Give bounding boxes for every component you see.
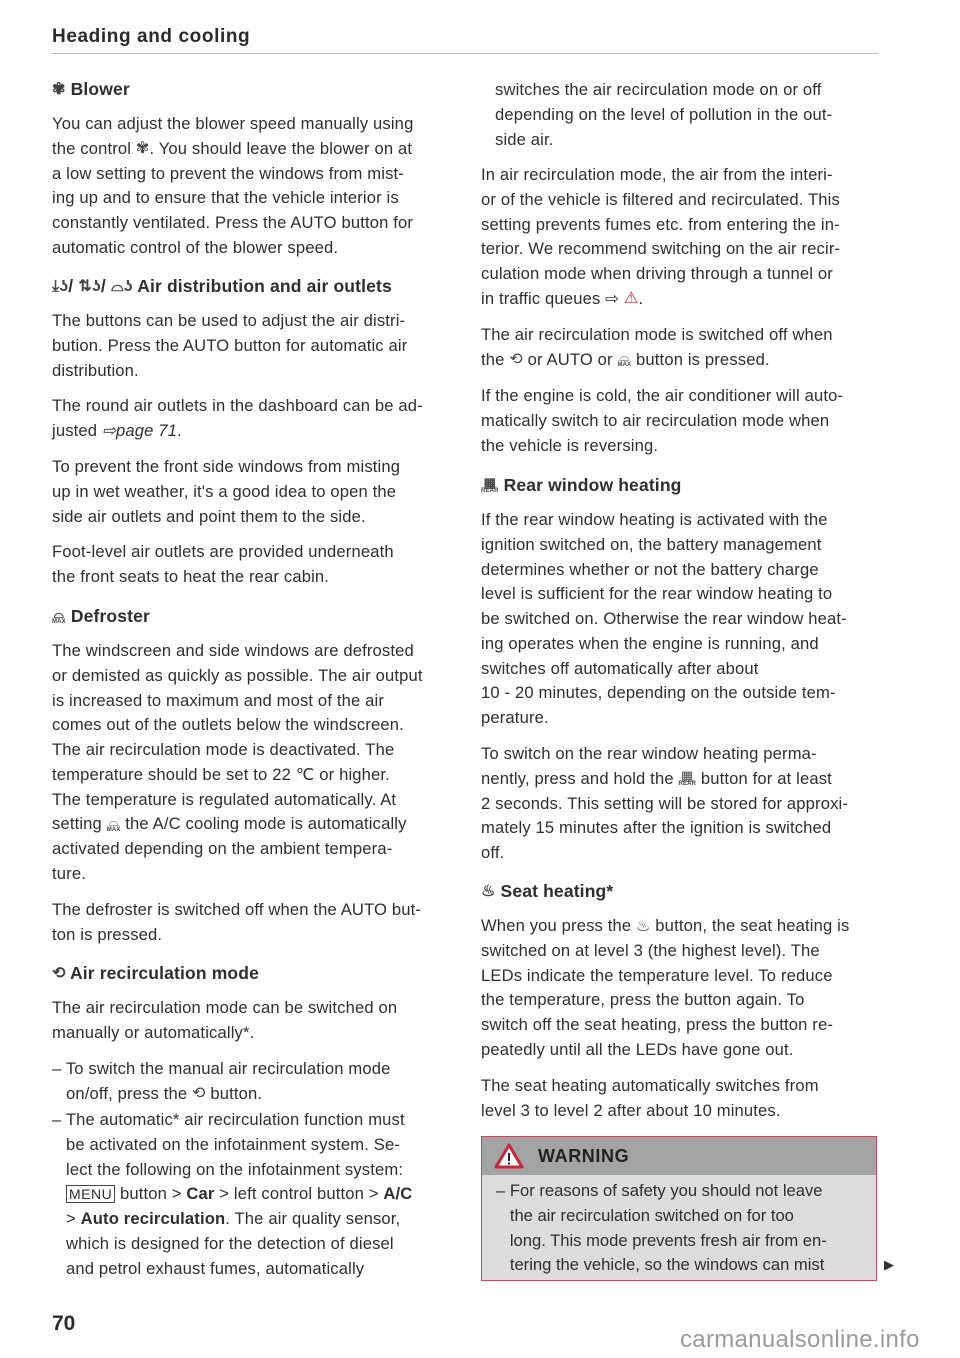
text-line bbox=[52, 689, 452, 714]
text: switched on at level 3 (the highest level). The bbox=[481, 940, 820, 960]
text: 10 - 20 minutes, depending on the outside tem- bbox=[481, 683, 836, 703]
defrost-max-icon: ⌓ MAX bbox=[52, 606, 66, 626]
text: depending on the level of pollution in the out- bbox=[495, 104, 833, 124]
bold-text: Blower bbox=[70, 79, 130, 99]
text-line bbox=[52, 812, 452, 837]
air-distribution-windscreen-icon: ⌓ʖ bbox=[110, 278, 133, 296]
seat-heating-heading bbox=[481, 879, 881, 904]
text: . You should leave the blower on at bbox=[149, 138, 413, 158]
text-line bbox=[481, 213, 881, 238]
air-distribution-down-icon: ⤓ʖ bbox=[52, 278, 69, 296]
text-line bbox=[481, 128, 881, 153]
text-line bbox=[481, 632, 881, 657]
warning-box bbox=[481, 1136, 877, 1281]
text-line bbox=[52, 639, 452, 664]
text-line bbox=[481, 914, 881, 939]
text: If the engine is cold, the air conditioner will auto- bbox=[481, 386, 844, 405]
text-line bbox=[52, 359, 452, 384]
warning-body bbox=[482, 1175, 876, 1278]
text-line bbox=[52, 77, 452, 102]
text: the vehicle is reversing. bbox=[481, 435, 659, 455]
text-line bbox=[52, 419, 452, 444]
paragraph bbox=[481, 323, 881, 373]
text-line bbox=[52, 186, 452, 211]
text-line bbox=[52, 394, 452, 419]
menu-key-label: MENU bbox=[66, 1185, 115, 1203]
text: button, the seat heating is bbox=[650, 916, 850, 935]
text: is increased to maximum and most of the air bbox=[52, 690, 385, 710]
text: ture. bbox=[52, 863, 86, 883]
text-line bbox=[481, 1013, 881, 1038]
bold-text: Car bbox=[186, 1184, 215, 1204]
bold-text: Seat heating* bbox=[500, 881, 614, 901]
text: The air recirculation mode is deactivated. The bbox=[52, 740, 395, 759]
text: setting bbox=[52, 814, 107, 834]
text: The buttons can be used to adjust the air distri- bbox=[52, 311, 406, 330]
text: The temperature is regulated automatically. At bbox=[52, 789, 397, 809]
list-item bbox=[481, 78, 881, 152]
warning-title: WARNING bbox=[538, 1145, 630, 1166]
text: automatic control of the blower speed. bbox=[52, 237, 339, 257]
text: justed bbox=[52, 420, 102, 440]
text-line bbox=[481, 988, 881, 1013]
text: distribution. bbox=[52, 360, 139, 380]
text: manually or automatically*. bbox=[52, 1022, 255, 1042]
text-line bbox=[52, 961, 452, 986]
text: temperature should be set to 22 ℃ or higher. bbox=[52, 764, 390, 784]
text: To switch on the rear window heating perma- bbox=[481, 744, 817, 763]
text: The round air outlets in the dashboard can be ad- bbox=[52, 396, 423, 415]
text-line bbox=[481, 681, 881, 706]
recirculation-icon: ⟲ bbox=[52, 965, 66, 983]
text: matically switch to air recirculation mode when bbox=[481, 410, 830, 430]
continue-arrow-icon: ▶ bbox=[884, 1257, 894, 1272]
text-line bbox=[52, 540, 452, 565]
text: culation mode when driving through a tunnel or bbox=[481, 264, 833, 283]
paragraph bbox=[52, 455, 452, 529]
text-line bbox=[52, 923, 452, 948]
text: level 3 to level 2 after about 10 minutes. bbox=[481, 1100, 781, 1120]
text: If the rear window heating is activated with the bbox=[481, 510, 828, 529]
text: switches the air recirculation mode on or off bbox=[495, 80, 822, 99]
page-header-title: Heading and cooling bbox=[52, 26, 251, 47]
text-line bbox=[481, 1099, 881, 1124]
text: setting prevents fumes etc. from entering the in- bbox=[481, 214, 840, 234]
bold-text: Air recirculation mode bbox=[69, 963, 259, 983]
air-recirculation-heading bbox=[52, 961, 452, 986]
air-distribution-up-down-icon: ⇅ʖ bbox=[78, 278, 101, 296]
text: perature. bbox=[481, 708, 549, 727]
text: The seat heating automatically switches from bbox=[481, 1076, 819, 1095]
text: the temperature, press the button again. To bbox=[481, 990, 805, 1010]
text: activated depending on the ambient tempera- bbox=[52, 839, 393, 858]
text: / bbox=[100, 276, 111, 296]
warning-header bbox=[482, 1137, 876, 1175]
text: which is designed for the detection of diesel bbox=[66, 1233, 394, 1253]
text-line bbox=[52, 1182, 452, 1207]
text-line bbox=[52, 862, 452, 887]
defrost-max-icon: ⌓ MAX bbox=[617, 349, 632, 369]
paragraph bbox=[481, 163, 881, 312]
recirculation-icon: ⟲ bbox=[509, 351, 523, 369]
text-line bbox=[52, 505, 452, 530]
text: – To switch the manual air recirculation mode bbox=[52, 1059, 391, 1078]
text-line bbox=[481, 841, 881, 866]
fan-icon: ✾ bbox=[52, 81, 66, 99]
text-line bbox=[481, 323, 881, 348]
text-line bbox=[52, 211, 452, 236]
text-line bbox=[52, 1257, 452, 1282]
text-line bbox=[52, 763, 452, 788]
text: The windscreen and side windows are defrosted bbox=[52, 641, 414, 660]
paragraph bbox=[52, 309, 452, 383]
text-line bbox=[481, 767, 881, 792]
text-line bbox=[481, 287, 881, 312]
text bbox=[52, 1184, 66, 1203]
text-line bbox=[481, 188, 881, 213]
header-divider bbox=[52, 53, 878, 54]
watermark: carmanualsonline.info bbox=[680, 1326, 920, 1353]
text-line bbox=[481, 657, 881, 682]
paragraph bbox=[481, 1074, 881, 1124]
text: determines whether or not the battery charge bbox=[481, 559, 819, 579]
text-line bbox=[52, 1057, 452, 1082]
warning-line: – For reasons of safety you should not leave bbox=[496, 1181, 823, 1200]
text: the front seats to heat the rear cabin. bbox=[52, 566, 330, 586]
paragraph bbox=[481, 384, 881, 458]
text-line bbox=[481, 348, 881, 373]
warning-triangle-icon bbox=[494, 1143, 524, 1169]
text-line bbox=[52, 1207, 452, 1232]
text-line bbox=[52, 1232, 452, 1257]
text-line bbox=[52, 112, 452, 137]
list-item bbox=[52, 1057, 452, 1107]
bold-text: A/C bbox=[383, 1184, 413, 1204]
paragraph bbox=[52, 112, 452, 261]
text-line bbox=[52, 664, 452, 689]
text-line bbox=[52, 236, 452, 261]
bold-text: Defroster bbox=[70, 606, 150, 626]
text-line bbox=[52, 162, 452, 187]
text: ing operates when the engine is running, and bbox=[481, 633, 819, 653]
text: – The automatic* air recirculation function must bbox=[52, 1110, 405, 1129]
text-line bbox=[481, 558, 881, 583]
text: button > bbox=[115, 1184, 187, 1204]
text: or of the vehicle is filtered and recirculated. This bbox=[481, 189, 840, 209]
text: The defroster is switched off when the AUTO but- bbox=[52, 900, 422, 919]
text-line bbox=[481, 816, 881, 841]
paragraph bbox=[52, 996, 452, 1046]
text: the bbox=[481, 349, 510, 369]
rear-window-heating-icon: ▦ REAR bbox=[481, 475, 499, 495]
paragraph bbox=[481, 508, 881, 731]
text-line bbox=[52, 1158, 452, 1183]
text: 2 seconds. This setting will be stored for approxi- bbox=[481, 793, 849, 813]
text: button for at least bbox=[696, 768, 832, 788]
text: mately 15 minutes after the ignition is switched bbox=[481, 818, 832, 838]
text: . The air quality sensor, bbox=[225, 1209, 401, 1228]
list-item bbox=[52, 1108, 452, 1281]
paragraph bbox=[52, 639, 452, 887]
text: The air recirculation mode can be switched on bbox=[52, 998, 398, 1017]
rear-window-heating-heading bbox=[481, 473, 881, 498]
text: ing up and to ensure that the vehicle interior is bbox=[52, 188, 399, 208]
bold-text: Auto recirculation bbox=[80, 1209, 226, 1228]
paragraph bbox=[481, 742, 881, 866]
text: > bbox=[66, 1209, 81, 1228]
text-line bbox=[481, 1074, 881, 1099]
text-line bbox=[481, 879, 881, 904]
text: up in wet weather, it's a good idea to open the bbox=[52, 481, 397, 501]
paragraph bbox=[52, 540, 452, 590]
text: button. bbox=[205, 1083, 263, 1103]
text-line bbox=[481, 103, 881, 128]
text-line bbox=[481, 706, 881, 731]
text: comes out of the outlets below the windscreen. bbox=[52, 715, 404, 735]
text: You can adjust the blower speed manually using bbox=[52, 114, 414, 133]
text: / bbox=[68, 276, 79, 296]
page-number: 70 bbox=[52, 1312, 76, 1335]
text-line bbox=[481, 607, 881, 632]
seat-heating-icon: ♨ bbox=[636, 917, 651, 935]
text: in traffic queues ⇨ bbox=[481, 288, 624, 308]
text-line bbox=[52, 455, 452, 480]
text: When you press the bbox=[481, 916, 637, 935]
text: be switched on. Otherwise the rear window heat- bbox=[481, 609, 847, 628]
text: the control bbox=[52, 138, 136, 158]
text-line bbox=[481, 262, 881, 287]
text-line bbox=[481, 473, 881, 498]
text: off. bbox=[481, 843, 505, 862]
text-line bbox=[52, 1133, 452, 1158]
paragraph bbox=[52, 898, 452, 948]
text: Foot-level air outlets are provided underneath bbox=[52, 542, 394, 561]
text: side air. bbox=[495, 129, 554, 149]
page-reference-link[interactable]: ⇨page 71 bbox=[101, 420, 178, 440]
text-line bbox=[52, 996, 452, 1021]
paragraph bbox=[52, 394, 452, 444]
text: terior. We recommend switching on the air recir- bbox=[481, 239, 841, 259]
text-line bbox=[52, 898, 452, 923]
warning-line: tering the vehicle, so the windows can mist bbox=[496, 1255, 825, 1275]
text-line bbox=[481, 384, 881, 409]
text-line bbox=[481, 964, 881, 989]
text: level is sufficient for the rear window heating to bbox=[481, 584, 833, 604]
text-line bbox=[52, 480, 452, 505]
text: lect the following on the infotainment system: bbox=[66, 1159, 404, 1179]
text: To prevent the front side windows from misting bbox=[52, 457, 401, 476]
paragraph bbox=[481, 914, 881, 1063]
text: . bbox=[638, 288, 644, 308]
text: In air recirculation mode, the air from the interi- bbox=[481, 165, 833, 184]
text: peatedly until all the LEDs have gone out. bbox=[481, 1039, 794, 1059]
text-line bbox=[52, 837, 452, 862]
recirculation-icon: ⟲ bbox=[192, 1085, 206, 1103]
text-line bbox=[52, 274, 452, 299]
blower-heading bbox=[52, 77, 452, 102]
text: bution. Press the AUTO button for automatic air bbox=[52, 335, 408, 355]
text-line bbox=[481, 237, 881, 262]
text-line bbox=[52, 309, 452, 334]
fan-icon: ✾ bbox=[135, 140, 150, 158]
text-line bbox=[52, 738, 452, 763]
text-line bbox=[481, 792, 881, 817]
text: switches off automatically after about bbox=[481, 658, 759, 678]
text-line bbox=[52, 788, 452, 813]
text: the A/C cooling mode is automatically bbox=[120, 814, 407, 834]
air-distribution-heading bbox=[52, 274, 452, 299]
bold-text: Air distribution and air outlets bbox=[137, 276, 392, 296]
text-line bbox=[481, 508, 881, 533]
text: constantly ventilated. Press the AUTO button for bbox=[52, 213, 414, 232]
text-line bbox=[481, 533, 881, 558]
text-line bbox=[481, 582, 881, 607]
text-line bbox=[481, 163, 881, 188]
text: side air outlets and point them to the side. bbox=[52, 506, 366, 526]
text-line bbox=[52, 1021, 452, 1046]
text-line bbox=[481, 434, 881, 459]
text-line bbox=[481, 742, 881, 767]
warning-line: long. This mode prevents fresh air from en- bbox=[496, 1230, 827, 1250]
text-line bbox=[52, 1108, 452, 1133]
text: and petrol exhaust fumes, automatically bbox=[66, 1258, 365, 1278]
seat-heating-icon: ♨ bbox=[481, 883, 496, 901]
text-line bbox=[52, 713, 452, 738]
text: on/off, press the bbox=[66, 1083, 193, 1103]
text: switch off the seat heating, press the button re- bbox=[481, 1015, 834, 1034]
text: ignition switched on, the battery management bbox=[481, 534, 822, 554]
defrost-max-icon: ⌓ MAX bbox=[106, 813, 121, 833]
text: nently, press and hold the bbox=[481, 768, 679, 788]
text: a low setting to prevent the windows from mist- bbox=[52, 163, 404, 183]
bold-text: Rear window heating bbox=[503, 475, 682, 495]
warning-line: the air recirculation switched on for too bbox=[496, 1205, 794, 1225]
text: > left control button > bbox=[214, 1184, 384, 1204]
text: The air recirculation mode is switched off when bbox=[481, 325, 833, 344]
text: button is pressed. bbox=[631, 349, 770, 369]
text-line bbox=[52, 137, 452, 162]
text-line bbox=[481, 78, 881, 103]
text-line bbox=[52, 565, 452, 590]
text-line bbox=[52, 334, 452, 359]
text: or demisted as quickly as possible. The air output bbox=[52, 665, 423, 685]
defroster-heading bbox=[52, 604, 452, 629]
text-line bbox=[481, 1038, 881, 1063]
warning-icon: ⚠ bbox=[623, 290, 639, 308]
text: be activated on the infotainment system. Se- bbox=[66, 1134, 401, 1154]
text: or AUTO or bbox=[522, 349, 618, 369]
text: ton is pressed. bbox=[52, 924, 163, 944]
text: LEDs indicate the temperature level. To reduce bbox=[481, 965, 833, 985]
text-line bbox=[52, 604, 452, 629]
rear-window-heating-icon: ▦ REAR bbox=[678, 768, 697, 788]
text-line bbox=[52, 1082, 452, 1107]
text-line bbox=[481, 939, 881, 964]
text: . bbox=[177, 420, 182, 440]
text-line bbox=[481, 409, 881, 434]
